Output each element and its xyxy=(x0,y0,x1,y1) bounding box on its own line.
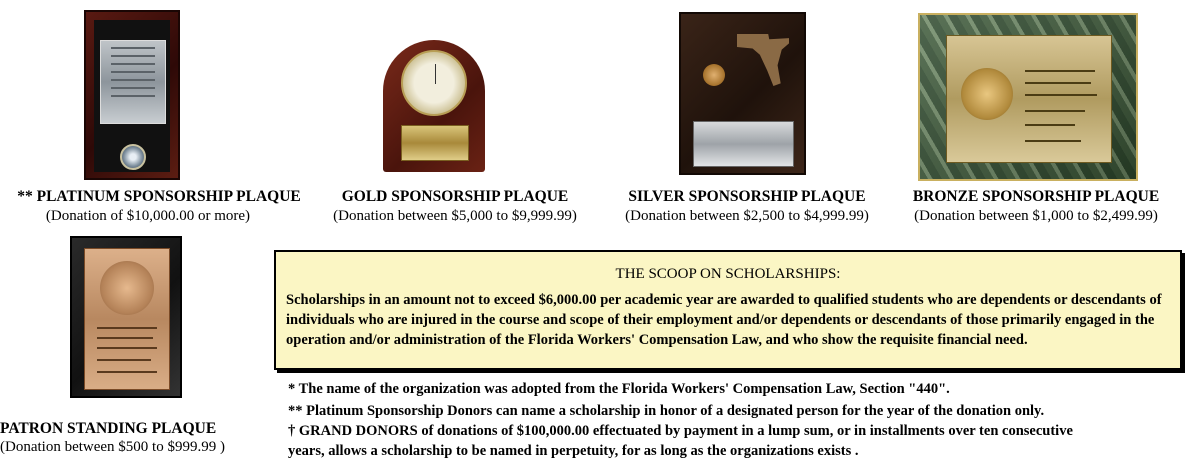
patron-subtitle: (Donation between $500 to $999.99 ) xyxy=(0,439,225,455)
scholarship-info-box xyxy=(274,250,1182,370)
scoop-body: Scholarships in an amount not to exceed $6,000.00 per academic year are awarded to qualified students who are dependents or descendants of individuals who are injured in the course and scope of their employment and/or dependents or descendants of those primarily engaged in the operation and/or administration of the Florida Workers' Compensation Law, and who show the requisite financial need. xyxy=(286,292,1162,348)
gold-title: GOLD SPONSORSHIP PLAQUE xyxy=(341,188,569,205)
silver-caption xyxy=(608,188,886,225)
bronze-plaque-image xyxy=(918,13,1138,181)
silver-plaque-image xyxy=(679,12,806,175)
platinum-subtitle: (Donation of $10,000.00 or more) xyxy=(45,208,251,224)
gold-plaque-image xyxy=(383,40,485,172)
patron-plaque-image xyxy=(70,236,182,398)
platinum-caption xyxy=(4,188,314,225)
platinum-title: ** PLATINUM SPONSORSHIP PLAQUE xyxy=(17,188,301,205)
silver-subtitle: (Donation between $2,500 to $4,999.99) xyxy=(625,208,869,224)
gold-subtitle: (Donation between $5,000 to $9,999.99) xyxy=(333,208,577,224)
bronze-title: BRONZE SPONSORSHIP PLAQUE xyxy=(912,188,1160,205)
bronze-subtitle: (Donation between $1,000 to $2,499.99) xyxy=(914,208,1158,224)
footnote-organization-name: * The name of the organization was adopted from the Florida Workers' Compensation Law, Section "440". xyxy=(288,381,950,397)
footnote-grand-donors-cont: years, allows a scholarship to be named in perpetuity, for as long as the organizations exists . xyxy=(288,443,859,459)
footnote-grand-donors: † GRAND DONORS of donations of $100,000.00 effectuated by payment in a lump sum, or in installments over ten consecutive xyxy=(288,423,1073,439)
gold-caption xyxy=(318,188,592,225)
scoop-heading: THE SCOOP ON SCHOLARSHIPS: xyxy=(615,266,841,282)
footnote-platinum-donors: ** Platinum Sponsorship Donors can name a scholarship in honor of a designated person for the year of the donation only. xyxy=(288,403,1045,419)
bronze-caption xyxy=(896,188,1176,225)
patron-caption xyxy=(0,420,250,456)
platinum-plaque-image xyxy=(84,10,180,180)
silver-title: SILVER SPONSORSHIP PLAQUE xyxy=(628,188,866,205)
patron-title: PATRON STANDING PLAQUE xyxy=(0,420,217,437)
